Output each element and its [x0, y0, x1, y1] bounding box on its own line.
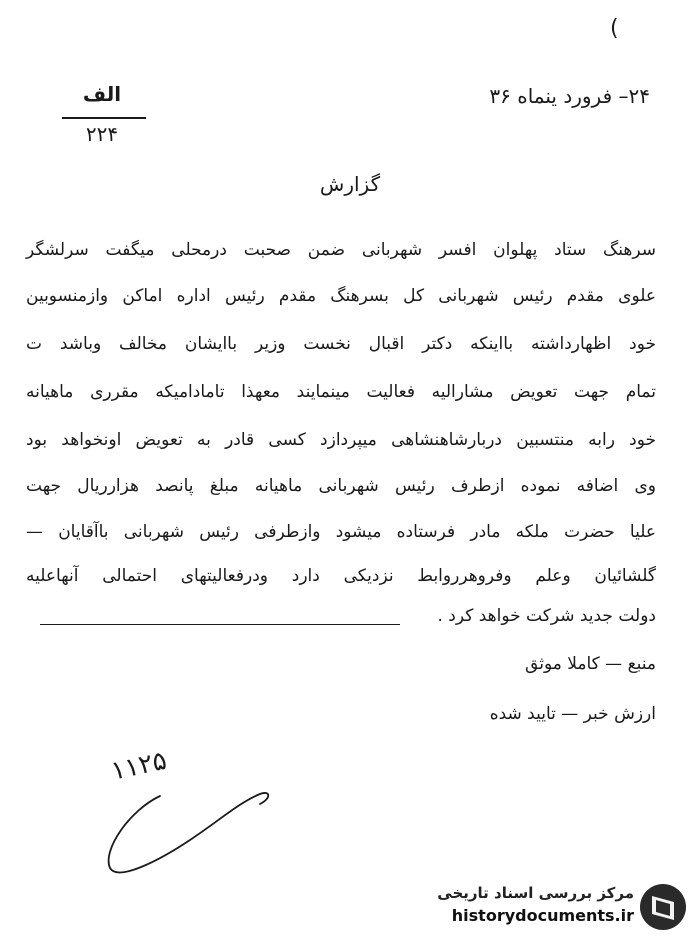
body-line: سرهنگ ستاد پهلوان افسر شهربانی ضمن صحبت درمحلی میگفت سرلشگر [26, 240, 656, 260]
closing-fill-rule [40, 624, 400, 625]
body-line: علوی مقدم رئیس شهربانی کل بسرهنگ مقدم رئیس اداره اماکن وازمنسوبین [26, 286, 656, 306]
archive-name: مرکز بررسی اسناد تاریخی [437, 884, 634, 902]
source-line: منبع — کاملا موثق [525, 654, 656, 674]
archive-logo-icon [638, 882, 688, 932]
document-date: ۲۴– فرورد ینماه ۳۶ [489, 84, 650, 108]
news-value-line: ارزش خبر — تایید شده [489, 704, 656, 724]
reference-number: ۲۲۴ [85, 122, 119, 146]
document-title: گزارش [319, 172, 381, 196]
archive-url: historydocuments.ir [451, 906, 634, 925]
reference-divider [62, 117, 146, 119]
body-line: علیا حضرت ملکه مادر فرستاده میشود وازطرفی رئیس شهربانی باآقایان — [26, 522, 656, 542]
handwritten-annotation: ۱۱۲۵ [108, 745, 170, 787]
handwritten-signature [90, 740, 290, 880]
corner-mark: ( [610, 16, 619, 41]
body-line: گلشائیان وعلم وفروهرروابط نزدیکی دارد ودرفعالیتهای احتمالی آنهاعلیه [26, 566, 656, 586]
body-line: دولت جدید شرکت خواهد کرد . [437, 606, 656, 626]
archive-watermark [408, 880, 690, 934]
reference-label: الف [82, 82, 122, 106]
body-line: خود رابه منتسبین دربارشاهنشاهی میپردازد کسی قادر به تعویض اونخواهد بود [26, 430, 656, 450]
body-line: خود اظهارداشته بااینکه دکتر اقبال نخست وزیر باایشان مخالف وباشد ت [26, 334, 656, 354]
body-line: تمام جهت تعویض مشارالیه فعالیت مینمایند معهذا تامادامیکه مقرری ماهیانه [26, 382, 656, 402]
body-line: وی اضافه نموده ازطرف رئیس شهربانی ماهیانه مبلغ پانصد هزارریال جهت [26, 476, 656, 496]
